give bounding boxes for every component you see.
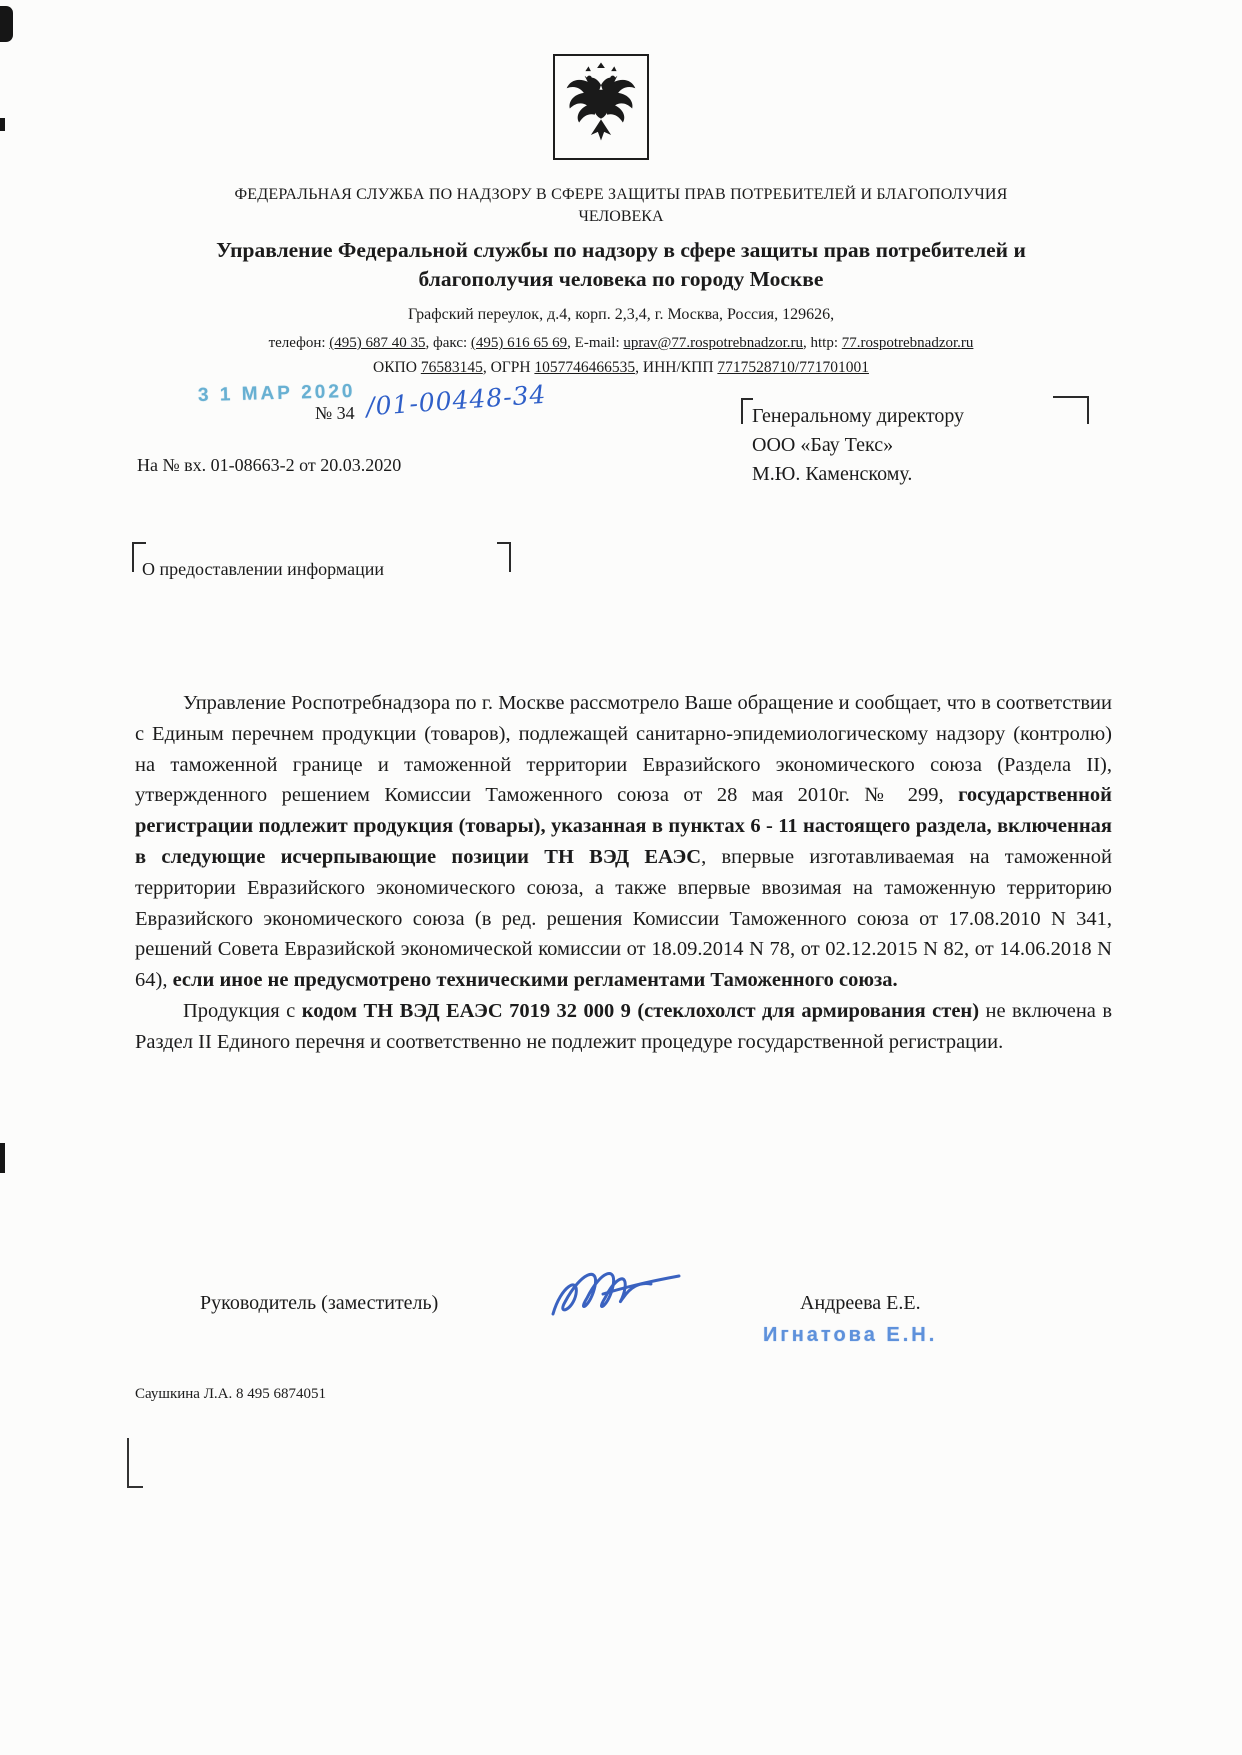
org-name-line1: ФЕДЕРАЛЬНАЯ СЛУЖБА ПО НАДЗОРУ В СФЕРЕ ЗАЩИТЫ ПРАВ ПОТРЕБИТЕЛЕЙ И БЛАГОПОЛУЧИЯ bbox=[234, 186, 1008, 203]
coat-of-arms-box bbox=[553, 54, 649, 160]
ogrn-label: , ОГРН bbox=[482, 359, 535, 376]
body-paragraph-1 bbox=[135, 688, 1112, 996]
addressee-company: ООО «Бау Текс» bbox=[752, 434, 894, 456]
scan-artifact bbox=[0, 118, 5, 131]
text-segment: не включена в Раздел II Единого перечня и соответственно не подлежит процедуре государственной регистрации. bbox=[135, 999, 1112, 1053]
department-name-line2: благополучия человека по городу Москве bbox=[418, 267, 824, 291]
http-label: , http: bbox=[803, 335, 842, 351]
signer-position: Руководитель (заместитель) bbox=[200, 1292, 439, 1314]
phone-label: телефон: bbox=[268, 335, 330, 351]
ogrn-number: 1057746466535 bbox=[534, 359, 636, 376]
fax-label: , факс: bbox=[425, 335, 471, 351]
email-label: , E-mail: bbox=[567, 335, 624, 351]
inn-kpp-number: 7717528710/771701001 bbox=[717, 359, 869, 376]
inn-label: , ИНН/КПП bbox=[635, 359, 718, 376]
text-segment: Продукция с bbox=[183, 999, 302, 1022]
org-name-line2: ЧЕЛОВЕКА bbox=[578, 208, 664, 225]
fax-number: (495) 616 65 69 bbox=[470, 335, 568, 351]
text-segment-bold: если иное не предусмотрено техническими регламентами Таможенного союза. bbox=[172, 969, 898, 992]
registry-line bbox=[0, 359, 1242, 377]
phone-number: (495) 687 40 35 bbox=[329, 335, 426, 351]
reply-reference: На № вх. 01-08663-2 от 20.03.2020 bbox=[137, 455, 402, 475]
incoming-date-stamp: 3 1 МАР 2020 bbox=[197, 380, 356, 407]
okpo-label: ОКПО bbox=[373, 359, 421, 376]
email-address: uprav@77.rospotrebnadzor.ru bbox=[623, 335, 804, 351]
addressee-block bbox=[752, 402, 964, 489]
addressee-person: М.Ю. Каменскому. bbox=[752, 463, 913, 485]
outgoing-number-prefix: № 34 bbox=[315, 403, 355, 423]
double-headed-eagle-icon bbox=[562, 59, 640, 156]
scan-artifact bbox=[0, 1143, 5, 1173]
scan-artifact bbox=[0, 6, 13, 42]
addressee-position: Генеральному директору bbox=[752, 405, 965, 427]
department-name bbox=[0, 236, 1242, 294]
text-segment: , впервые изготавливаемая на таможенной территории Евразийского экономического союза, а также впервые ввозимая на таможенную территорию Евразийского экономического союза (в ред. решения Комиссии Таможенного союза от 17.08.2010 N 341, решений Совета Евразийской экономической комиссии от 18.09.2014 N 78, от 02.12.2015 N 82, от 14.06.2018 N 64), bbox=[135, 845, 1112, 992]
bottom-corner-mark bbox=[127, 1438, 143, 1488]
contacts-line bbox=[0, 335, 1242, 352]
okpo-number: 76583145 bbox=[420, 359, 483, 376]
address-zone-corner-mark-right bbox=[1053, 396, 1089, 424]
postal-address: Графский переулок, д.4, корп. 2,3,4, г. Москва, Россия, 129626, bbox=[407, 306, 835, 323]
letter-body bbox=[135, 688, 1112, 1058]
text-segment-bold: государственной регистрации подлежит продукция (товары), указанная в пунктах 6 - 11 настоящего раздела, включенная в следующие исчерпывающие позиции ТН ВЭД ЕАЭС bbox=[135, 784, 1112, 868]
handwritten-signature bbox=[545, 1258, 715, 1338]
department-name-line1: Управление Федеральной службы по надзору в сфере защиты прав потребителей и bbox=[216, 238, 1026, 262]
subject-line: О предоставлении информации bbox=[142, 559, 384, 579]
executor-contact: Саушкина Л.А. 8 495 6874051 bbox=[135, 1386, 326, 1402]
body-paragraph-2 bbox=[135, 996, 1112, 1058]
signer-name: Андреева Е.Е. bbox=[800, 1292, 921, 1314]
text-segment-bold: кодом ТН ВЭД ЕАЭС 7019 32 000 9 (стеклохолст для армирования стен) bbox=[301, 999, 980, 1022]
website-address: 77.rospotrebnadzor.ru bbox=[841, 335, 974, 351]
facsimile-stamp-name: Игнатова Е.Н. bbox=[763, 1324, 938, 1346]
handwritten-outgoing-number: /01-00448-34 bbox=[365, 379, 548, 422]
text-segment: Управление Роспотребнадзора по г. Москве рассмотрело Ваше обращение и сообщает, что в соответствии с Единым перечнем продукции (товаров), подлежащей санитарно-эпидемиологическому надзору (контролю) на таможенной границе и таможенной территории Евразийского экономического союза (Раздела II), утвержденного решением Комиссии Таможенного союза от 28 мая 2010г. № 299, bbox=[135, 692, 1112, 807]
subject-corner-mark-right bbox=[497, 542, 511, 572]
